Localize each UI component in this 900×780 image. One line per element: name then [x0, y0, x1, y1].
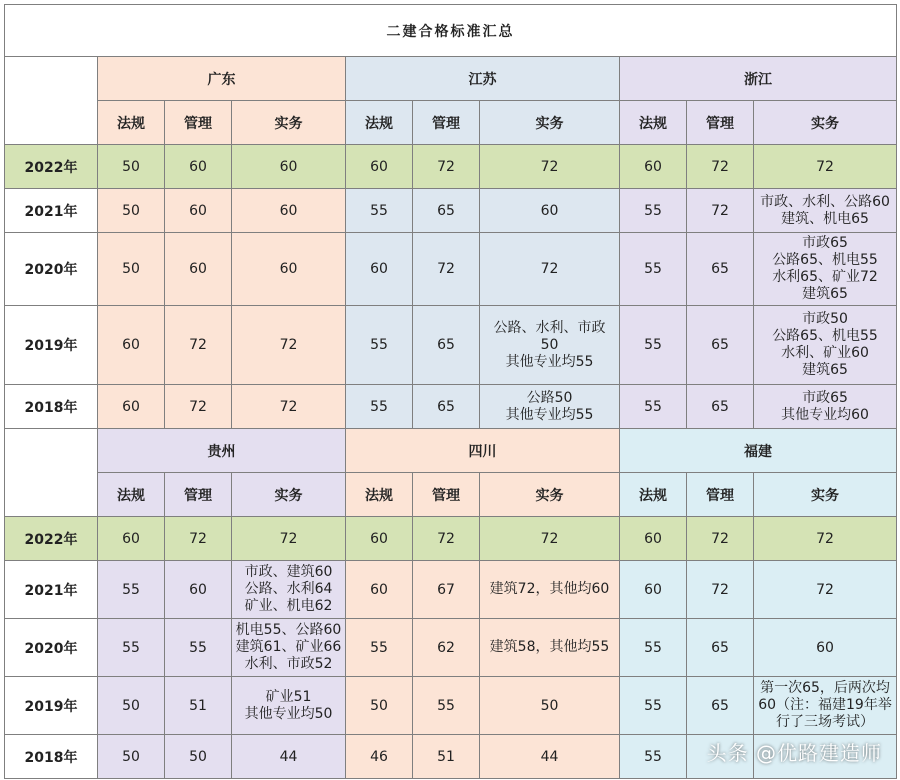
score-cell: [480, 306, 620, 385]
score-cell: 60: [754, 619, 897, 677]
year-label: 2019年: [5, 306, 98, 385]
score-line: 公路、水利64: [244, 581, 333, 597]
year-label: 2022年: [5, 145, 98, 189]
score-cell: 72: [232, 385, 346, 429]
score-line: 建筑61、矿业66: [235, 639, 342, 655]
score-cell: 60: [346, 561, 413, 619]
score-cell: 55: [620, 306, 687, 385]
score-line: 水利、市政52: [244, 656, 333, 672]
province-header: 江苏: [346, 57, 620, 101]
score-line: 其他专业均55: [505, 406, 594, 423]
score-cell: 72: [480, 233, 620, 306]
score-cell: 72: [165, 385, 232, 429]
score-line: 市政、建筑60: [244, 564, 333, 580]
score-cell: 60: [98, 306, 165, 385]
score-cell: 72: [480, 517, 620, 561]
subject-header: 实务: [754, 473, 897, 517]
subject-header: 实务: [232, 101, 346, 145]
score-cell: 51: [165, 677, 232, 735]
score-cell: 60: [165, 145, 232, 189]
score-cell: 60: [165, 233, 232, 306]
score-cell: 72: [232, 517, 346, 561]
score-cell: 55: [346, 306, 413, 385]
score-cell: 60: [165, 189, 232, 233]
score-line: 公路、水利、市政: [493, 319, 606, 336]
score-cell: 72: [413, 517, 480, 561]
year-label: 2020年: [5, 619, 98, 677]
subject-header: 管理: [687, 473, 754, 517]
score-cell: 72: [687, 517, 754, 561]
score-cell: 55: [620, 735, 687, 779]
score-line: 建筑72，其他均60: [489, 581, 610, 597]
score-line: 60（注：福建19年举: [758, 697, 892, 713]
score-cell: 50: [98, 735, 165, 779]
province-header: 贵州: [98, 429, 346, 473]
score-cell: 55: [98, 561, 165, 619]
score-line: 其他专业均60: [781, 406, 869, 423]
score-cell: 72: [687, 189, 754, 233]
year-label: 2021年: [5, 189, 98, 233]
score-cell: 72: [165, 306, 232, 385]
score-cell: 65: [413, 189, 480, 233]
score-cell: 65: [687, 677, 754, 735]
score-line: 建筑、机电65: [781, 210, 869, 227]
pass-standard-table: [4, 4, 897, 779]
score-line: 水利、矿业60: [781, 345, 869, 361]
subject-header: 管理: [165, 473, 232, 517]
score-line: 建筑65: [802, 286, 848, 302]
score-cell: 60: [98, 385, 165, 429]
score-line: 公路65、机电55: [772, 252, 878, 268]
score-cell: 55: [620, 619, 687, 677]
watermark: 头条 @优路建造师: [706, 741, 882, 765]
score-cell: 55: [346, 619, 413, 677]
score-line: 其他专业均50: [244, 705, 333, 722]
score-cell: [754, 189, 897, 233]
score-line: 建筑58，其他均55: [489, 639, 610, 655]
subject-header: 法规: [346, 101, 413, 145]
score-cell: 55: [620, 385, 687, 429]
score-cell: 72: [687, 145, 754, 189]
score-cell: 65: [687, 619, 754, 677]
year-label: 2018年: [5, 735, 98, 779]
subject-header: 实务: [754, 101, 897, 145]
score-cell: 55: [620, 189, 687, 233]
score-cell: 67: [413, 561, 480, 619]
score-cell: 60: [346, 233, 413, 306]
subject-header: 实务: [480, 473, 620, 517]
score-cell: [754, 385, 897, 429]
score-line: 50: [540, 336, 559, 353]
score-cell: [754, 677, 897, 735]
score-cell: 72: [232, 306, 346, 385]
subject-header: 法规: [346, 473, 413, 517]
score-cell: 46: [346, 735, 413, 779]
score-cell: 72: [754, 145, 897, 189]
score-cell: 55: [346, 189, 413, 233]
blank-corner: [5, 57, 98, 145]
score-cell: 51: [413, 735, 480, 779]
score-cell: 60: [620, 561, 687, 619]
score-cell: 72: [165, 517, 232, 561]
year-label: 2019年: [5, 677, 98, 735]
score-cell: 72: [413, 233, 480, 306]
score-line: 矿业、机电62: [244, 598, 333, 614]
score-cell: 60: [232, 145, 346, 189]
score-cell: 65: [687, 385, 754, 429]
score-cell: 60: [620, 145, 687, 189]
score-cell: 65: [687, 306, 754, 385]
subject-header: 法规: [620, 473, 687, 517]
subject-header: 实务: [232, 473, 346, 517]
subject-header: 法规: [620, 101, 687, 145]
subject-header: 法规: [98, 473, 165, 517]
score-line: 市政50: [802, 311, 848, 327]
subject-header: 管理: [687, 101, 754, 145]
score-line: 其他专业均55: [505, 353, 594, 370]
score-cell: 60: [480, 189, 620, 233]
score-line: 水利65、矿业72: [772, 269, 878, 285]
score-line: 行了三场考试）: [776, 714, 875, 730]
subject-header: 管理: [165, 101, 232, 145]
score-cell: 44: [232, 735, 346, 779]
subject-header: 管理: [413, 473, 480, 517]
score-cell: 50: [98, 233, 165, 306]
score-cell: 55: [620, 233, 687, 306]
subject-header: 实务: [480, 101, 620, 145]
score-cell: 55: [98, 619, 165, 677]
score-cell: 65: [413, 385, 480, 429]
score-cell: 50: [98, 189, 165, 233]
score-line: 机电55、公路60: [235, 622, 342, 638]
province-header: 福建: [620, 429, 897, 473]
score-line: 市政、水利、公路60: [760, 193, 890, 210]
score-cell: 72: [413, 145, 480, 189]
score-cell: [754, 306, 897, 385]
subject-header: 管理: [413, 101, 480, 145]
year-label: 2022年: [5, 517, 98, 561]
score-cell: 72: [754, 561, 897, 619]
score-cell: [480, 619, 620, 677]
score-line: 公路50: [526, 389, 573, 406]
score-cell: 55: [413, 677, 480, 735]
score-cell: 50: [346, 677, 413, 735]
score-cell: 60: [98, 517, 165, 561]
sheet-title: 二建合格标准汇总: [5, 5, 897, 57]
year-label: 2018年: [5, 385, 98, 429]
score-cell: 72: [754, 517, 897, 561]
score-cell: 65: [413, 306, 480, 385]
score-cell: 55: [165, 619, 232, 677]
score-line: 矿业51: [265, 688, 312, 705]
score-cell: 65: [687, 233, 754, 306]
score-cell: 50: [165, 735, 232, 779]
score-cell: 55: [620, 677, 687, 735]
province-header: 四川: [346, 429, 620, 473]
score-cell: 55: [346, 385, 413, 429]
score-line: 建筑65: [802, 362, 848, 378]
score-cell: [232, 677, 346, 735]
score-cell: 60: [346, 517, 413, 561]
score-cell: 60: [620, 517, 687, 561]
score-cell: 50: [480, 677, 620, 735]
score-cell: [232, 561, 346, 619]
score-cell: 44: [480, 735, 620, 779]
score-cell: 60: [165, 561, 232, 619]
province-header: 浙江: [620, 57, 897, 101]
year-label: 2020年: [5, 233, 98, 306]
score-line: 市政65: [802, 389, 848, 406]
score-cell: 72: [480, 145, 620, 189]
score-cell: 72: [687, 561, 754, 619]
score-cell: [480, 561, 620, 619]
score-cell: [232, 619, 346, 677]
score-line: 公路65、机电55: [772, 328, 878, 344]
blank-corner: [5, 429, 98, 517]
score-cell: 60: [346, 145, 413, 189]
score-line: 市政65: [802, 235, 848, 251]
subject-header: 法规: [98, 101, 165, 145]
score-cell: [480, 385, 620, 429]
score-cell: 50: [98, 677, 165, 735]
score-cell: 50: [98, 145, 165, 189]
province-header: 广东: [98, 57, 346, 101]
score-cell: 60: [232, 233, 346, 306]
year-label: 2021年: [5, 561, 98, 619]
score-cell: [754, 233, 897, 306]
score-cell: 62: [413, 619, 480, 677]
score-line: 第一次65，后两次均: [760, 680, 890, 696]
score-cell: 60: [232, 189, 346, 233]
